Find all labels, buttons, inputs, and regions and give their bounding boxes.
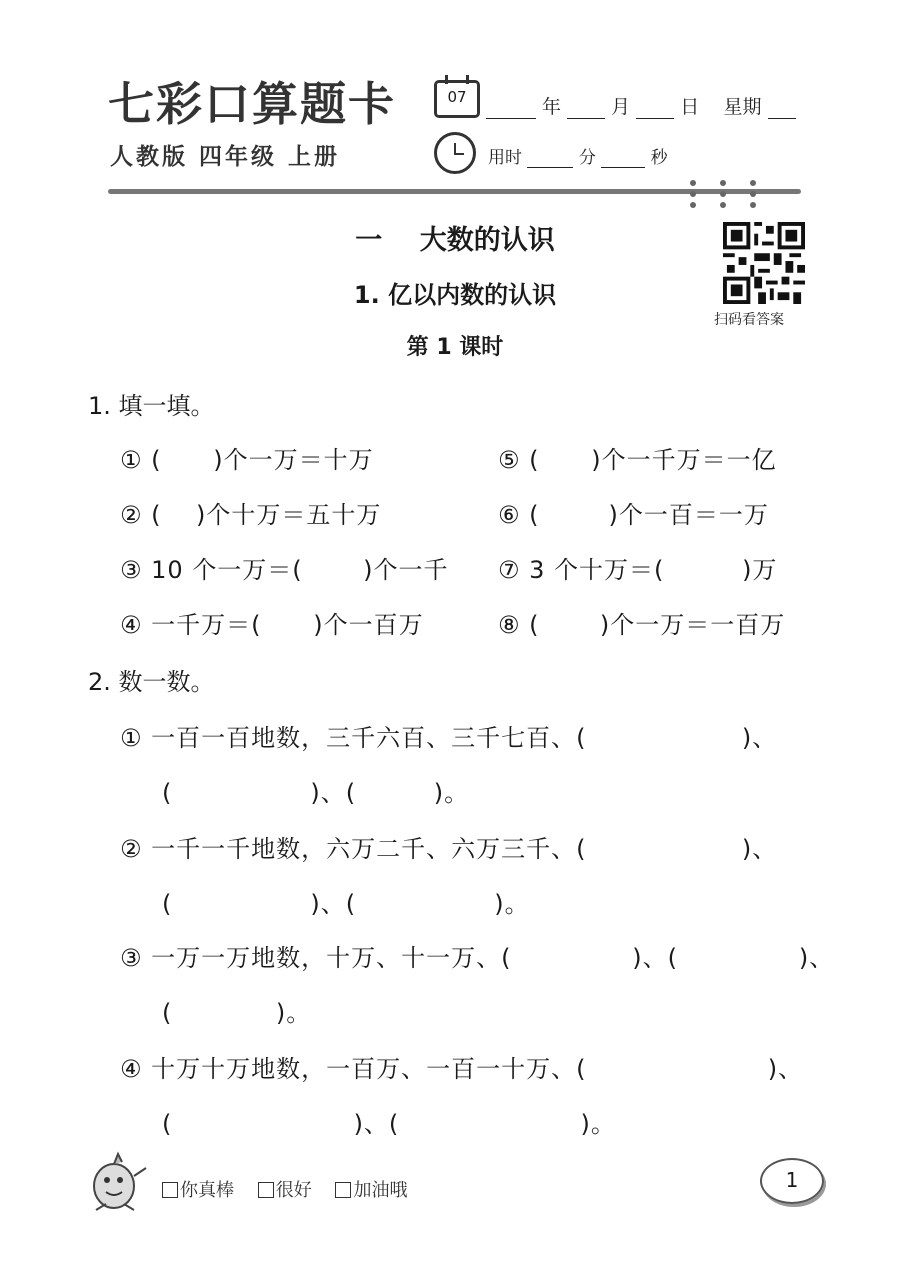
rating-option[interactable] [258, 1176, 312, 1202]
rating-label: 加油哦 [353, 1180, 408, 1201]
edition-label: 人教版 四年级 上册 [110, 144, 341, 170]
minute-blank[interactable] [527, 149, 573, 168]
header-divider [108, 189, 801, 194]
rating-label: 你真棒 [180, 1180, 234, 1201]
count-item-line[interactable]: ③ 一万一万地数，十万、十一万、( )、( )、 [120, 944, 835, 972]
weekday-blank[interactable] [768, 100, 796, 119]
lesson-title: 1. 亿以内数的认识 [353, 281, 557, 309]
minute-label: 分 [578, 148, 596, 168]
day-blank[interactable] [636, 100, 674, 119]
unit-title: 一 大数的认识 [355, 225, 555, 256]
fill-item[interactable]: ④ 一千万＝( )个一百万 [120, 611, 424, 639]
calendar-day: 07 [447, 88, 467, 106]
session-title: 第 1 课时 [406, 335, 504, 360]
checkbox-icon[interactable] [335, 1182, 351, 1198]
fill-item[interactable]: ⑤ ( )个一千万＝一亿 [498, 446, 777, 474]
binder-pin-icon [720, 180, 726, 208]
rating-option[interactable] [162, 1176, 234, 1202]
count-item-line[interactable]: ( )。 [162, 999, 312, 1027]
day-label: 日 [680, 96, 700, 118]
fill-item[interactable]: ① ( )个一万＝十万 [120, 446, 374, 474]
mascot-icon [84, 1146, 150, 1214]
checkbox-icon[interactable] [162, 1182, 178, 1198]
count-item-line[interactable]: ① 一百一百地数，三千六百、三千七百、( )、 [120, 724, 778, 752]
year-blank[interactable] [486, 100, 536, 119]
question-1-heading: 1. 填一填。 [88, 392, 215, 420]
second-blank[interactable] [601, 149, 645, 168]
weekday-label: 星期 [723, 96, 762, 118]
question-2-heading: 2. 数一数。 [88, 668, 215, 696]
year-label: 年 [542, 96, 562, 118]
fill-item[interactable]: ③ 10 个一万＝( )个一千 [120, 556, 449, 584]
count-item-line[interactable]: ( )、( )。 [162, 890, 530, 918]
binder-pin-icon [750, 180, 756, 208]
fill-item[interactable]: ② ( )个十万＝五十万 [120, 501, 382, 529]
checkbox-icon[interactable] [258, 1182, 274, 1198]
rating-label: 很好 [275, 1180, 312, 1201]
month-blank[interactable] [567, 100, 605, 119]
calendar-icon [434, 80, 480, 118]
alarm-clock-icon [434, 132, 476, 174]
month-label: 月 [611, 96, 631, 118]
fill-item[interactable]: ⑧ ( )个一万＝一百万 [498, 611, 786, 639]
count-item-line[interactable]: ( )、( )。 [162, 779, 470, 807]
time-fields [488, 143, 668, 168]
count-item-line[interactable]: ( )、( )。 [162, 1110, 616, 1138]
fill-item[interactable]: ⑥ ( )个一百＝一万 [498, 501, 769, 529]
count-item-line[interactable]: ④ 十万十万地数，一百万、一百一十万、( )、 [120, 1055, 804, 1083]
binder-pin-icon [690, 180, 696, 208]
rating-option[interactable] [335, 1176, 407, 1202]
date-fields [486, 92, 796, 119]
page-number: 1 [760, 1158, 824, 1204]
self-rating-group [162, 1176, 425, 1202]
qr-caption: 扫码看答案 [714, 312, 784, 328]
count-item-line[interactable]: ② 一千一千地数，六万二千、六万三千、( )、 [120, 835, 778, 863]
qr-code-icon[interactable] [723, 222, 805, 304]
second-label: 秒 [650, 148, 668, 168]
fill-item[interactable]: ⑦ 3 个十万＝( )万 [498, 556, 778, 584]
time-label: 用时 [488, 148, 522, 168]
brand-title: 七彩口算题卡 [108, 77, 396, 131]
